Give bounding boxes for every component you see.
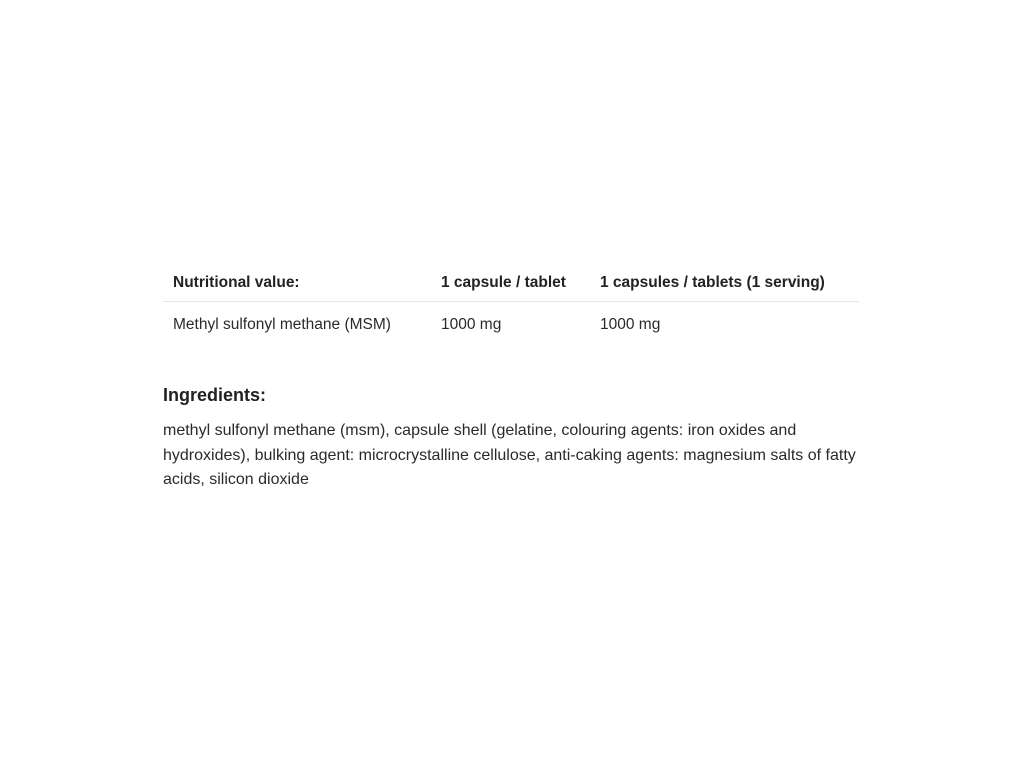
- header-nutritional-value: Nutritional value:: [163, 264, 431, 302]
- ingredients-title: Ingredients:: [163, 385, 267, 405]
- header-per-serving: 1 capsules / tablets (1 serving): [590, 264, 859, 302]
- table-row: [163, 302, 859, 349]
- nutrient-name: Methyl sulfonyl methane (MSM): [173, 316, 391, 333]
- ingredients-text: methyl sulfonyl methane (msm), capsule shell (gelatine, colouring agents: iron oxides and hydroxides), bulking agent: microcrystalline cellulose, anti-caking agents: magnesium salts of fatty acids, silicon dioxide: [163, 422, 856, 488]
- nutrient-per-serving: 1000 mg: [600, 316, 661, 333]
- header-per-capsule: 1 capsule / tablet: [431, 264, 590, 302]
- nutrient-per-capsule: 1000 mg: [441, 316, 502, 333]
- nutrition-header-row: [163, 264, 859, 302]
- nutrition-table: [163, 264, 859, 348]
- product-info: [163, 264, 859, 493]
